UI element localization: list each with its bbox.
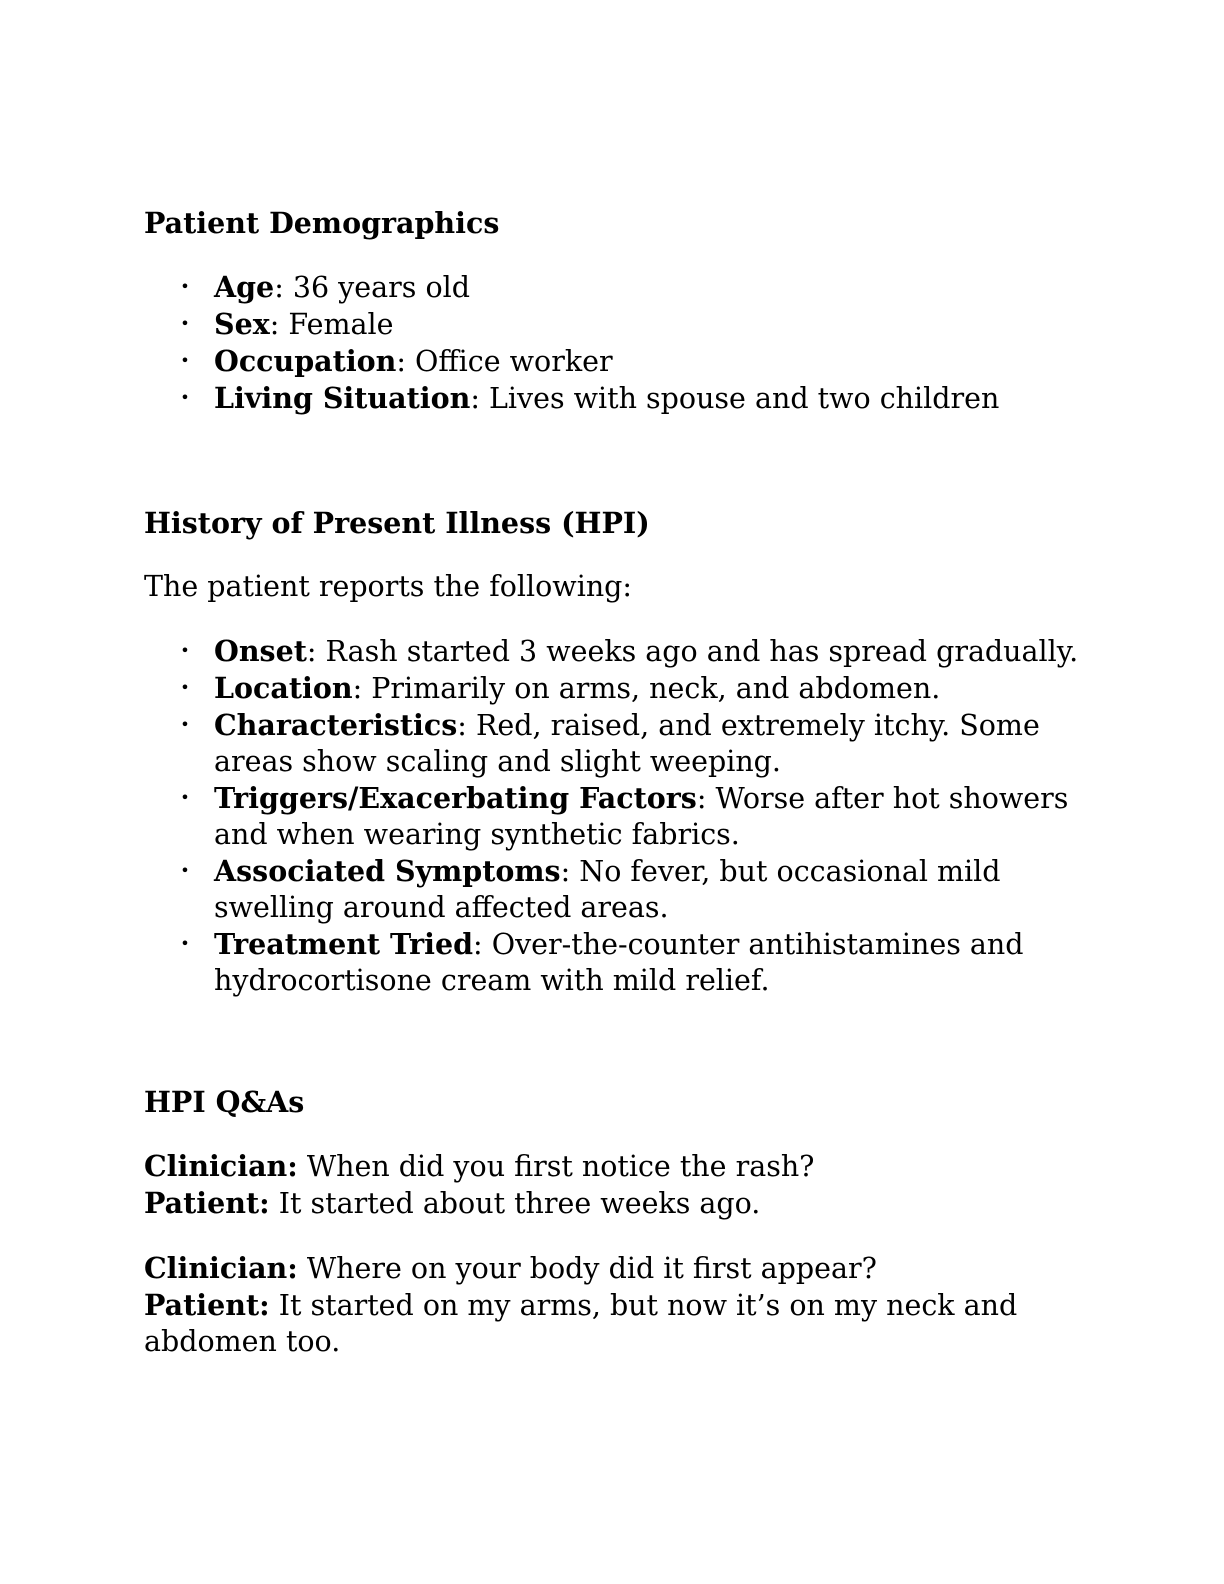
demographics-section (144, 205, 1084, 417)
item-value: : 36 years old (274, 271, 470, 304)
bullet-icon: • (180, 678, 190, 697)
list-item (144, 926, 1084, 999)
list-item (144, 670, 1084, 707)
bullet-icon: • (180, 351, 190, 370)
item-label: Living Situation (214, 381, 471, 415)
patient-text: It started on my arms, but now it’s on my neck and abdomen too. (144, 1289, 1018, 1358)
patient-line (144, 1287, 1084, 1360)
item-label: Treatment Tried (214, 927, 474, 961)
hpi-list (144, 633, 1084, 999)
clinician-label: Clinician: (144, 1251, 298, 1285)
item-value: : Lives with spouse and two children (470, 382, 1000, 415)
patient-text: It started about three weeks ago. (269, 1187, 761, 1220)
item-value: : Female (269, 308, 394, 341)
hpi-heading: History of Present Illness (HPI) (144, 506, 650, 540)
item-value: : No fever, but occasional mild swelling around affected areas. (214, 855, 1001, 924)
item-label: Triggers/Exacerbating Factors (214, 781, 697, 815)
list-item (144, 633, 1084, 670)
list-item (144, 853, 1084, 926)
item-label: Age (214, 270, 275, 304)
item-label: Sex (214, 307, 270, 341)
bullet-icon: • (180, 861, 190, 880)
item-value: : Over-the-counter antihistamines and hydrocortisone cream with mild relief. (214, 928, 1024, 997)
list-item (144, 306, 1084, 343)
bullet-icon: • (180, 715, 190, 734)
item-label: Occupation (214, 344, 397, 378)
item-value: : Worse after hot showers and when wearing synthetic fabrics. (214, 782, 1069, 851)
list-item (144, 343, 1084, 380)
list-item (144, 269, 1084, 306)
list-item (144, 380, 1084, 417)
qa-exchange (144, 1250, 1084, 1360)
clinician-label: Clinician: (144, 1149, 298, 1183)
hpi-intro: The patient reports the following: (144, 570, 633, 603)
hpi-section (144, 505, 1084, 999)
bullet-icon: • (180, 314, 190, 333)
item-label: Associated Symptoms (214, 854, 561, 888)
item-value: : Primarily on arms, neck, and abdomen. (352, 672, 941, 705)
item-label: Onset (214, 634, 307, 668)
qa-exchange (144, 1148, 1084, 1222)
item-value: : Red, raised, and extremely itchy. Some areas show scaling and slight weeping. (214, 709, 1040, 778)
patient-line (144, 1185, 1084, 1222)
demographics-heading: Patient Demographics (144, 206, 500, 240)
item-value: : Rash started 3 weeks ago and has spread gradually. (306, 635, 1079, 668)
qa-exchanges (144, 1148, 1084, 1360)
bullet-icon: • (180, 388, 190, 407)
item-label: Location (214, 671, 353, 705)
list-item (144, 707, 1084, 780)
demographics-list (144, 269, 1084, 417)
clinician-text: When did you first notice the rash? (297, 1150, 815, 1183)
item-value: : Office worker (396, 345, 613, 378)
clinician-line (144, 1250, 1084, 1287)
qa-heading: HPI Q&As (144, 1085, 305, 1119)
qa-section (144, 1084, 1084, 1388)
clinician-line (144, 1148, 1084, 1185)
patient-label: Patient: (144, 1288, 270, 1322)
clinician-text: Where on your body did it first appear? (297, 1252, 877, 1285)
bullet-icon: • (180, 788, 190, 807)
list-item (144, 780, 1084, 853)
patient-label: Patient: (144, 1186, 270, 1220)
item-label: Characteristics (214, 708, 458, 742)
bullet-icon: • (180, 934, 190, 953)
bullet-icon: • (180, 641, 190, 660)
bullet-icon: • (180, 277, 190, 296)
